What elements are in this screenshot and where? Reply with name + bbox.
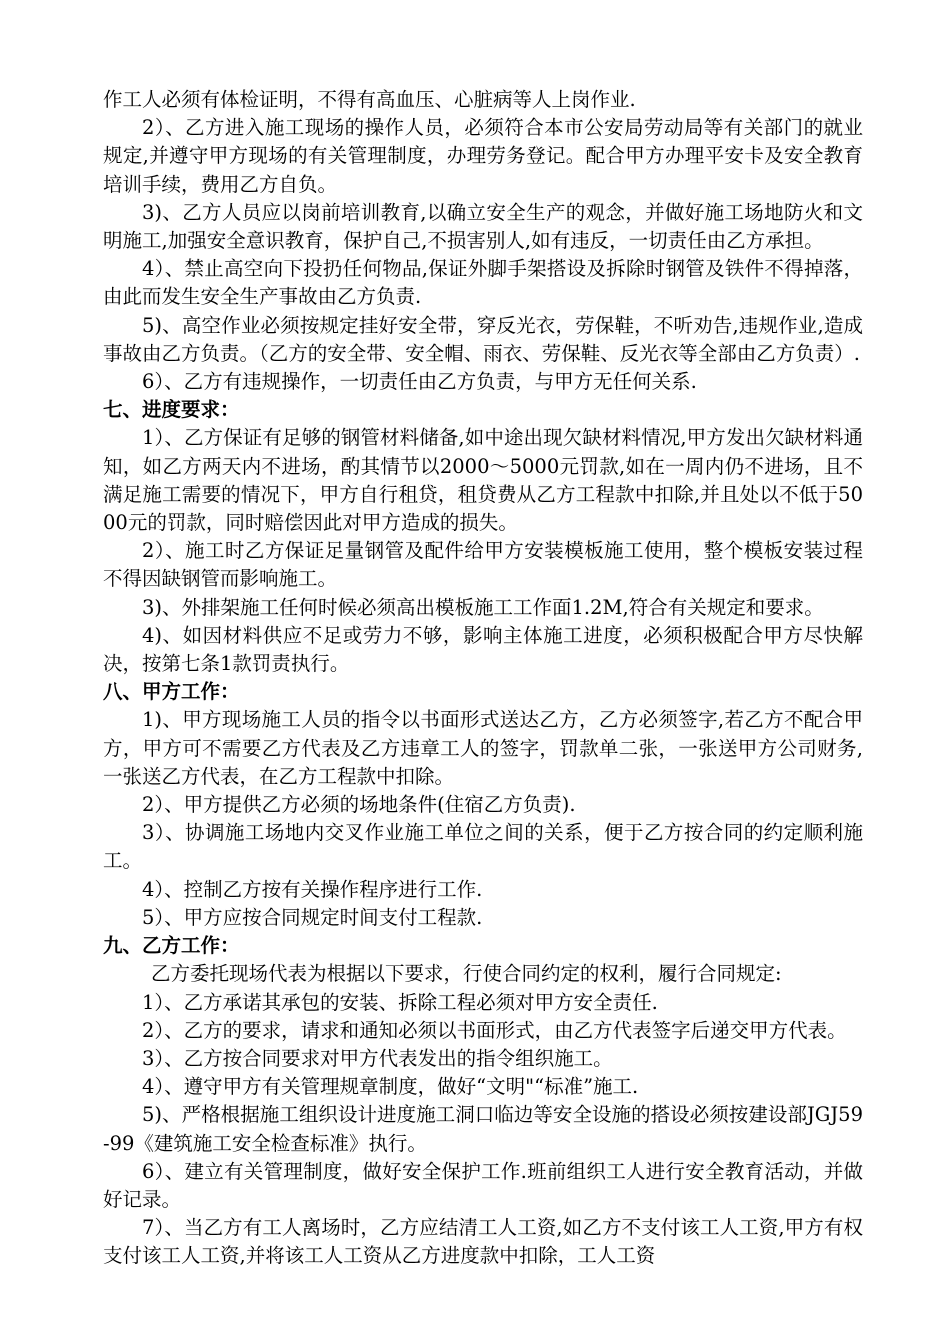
clause-7-2: 2）、施工时乙方保证足量钢管及配件给甲方安装模板施工使用，整个模板安装过程不得因缺钢管而影响施工。 [103, 539, 863, 591]
clause-6-3: 3)、乙方人员应以岗前培训教育,以确立安全生产的观念，并做好施工场地防火和文明施工,加强安全意识教育，保护自己,不损害别人,如有违反，一切责任由乙方承担。 [103, 200, 863, 253]
section-7-heading: 七、进度要求： [103, 398, 240, 422]
clause-8-2: 2）、甲方提供乙方必须的场地条件(住宿乙方负责). [142, 793, 576, 817]
section-9-intro: 乙方委托现场代表为根据以下要求，行使合同约定的权利，履行合同规定: [151, 962, 782, 986]
clause-9-7: 7）、当乙方有工人离场时，乙方应结清工人工资,如乙方不支付该工人工资,甲方有权支付该工人工资,并将该工人工资从乙方进度款中扣除，工人工资 [103, 1216, 863, 1268]
clause-8-1: 1)、甲方现场施工人员的指令以书面形式送达乙方，乙方必须签字,若乙方不配合甲方，甲方可不需要乙方代表及乙方违章工人的签字，罚款单二张，一张送甲方公司财务,一张送乙方代表，在乙方工程款中扣除。 [103, 708, 863, 788]
section-9-heading: 九、乙方工作： [103, 934, 240, 958]
clause-9-1: 1）、乙方承诺其承包的安装、拆除工程必须对甲方安全责任. [142, 990, 658, 1014]
clause-6-2: 2）、乙方进入施工现场的操作人员，必须符合本市公安局劳动局等有关部门的就业规定,并遵守甲方现场的有关管理制度，办理劳务登记。配合甲方办理平安卡及安全教育培训手续，费用乙方自负。 [103, 116, 863, 196]
clause-6-5: 5)、高空作业必须按规定挂好安全带，穿反光衣，劳保鞋，不听劝告,违规作业,造成事故由乙方负责。（乙方的安全带、安全帽、雨衣、劳保鞋、反光衣等全部由乙方负责）. [103, 313, 863, 365]
clause-8-5: 5）、甲方应按合同规定时间支付工程款. [142, 905, 483, 929]
clause-6-6: 6）、乙方有违规操作，一切责任由乙方负责，与甲方无任何关系. [142, 370, 697, 394]
clause-9-3: 3）、乙方按合同要求对甲方代表发出的指令组织施工。 [142, 1046, 613, 1070]
paragraph-continued: 作工人必须有体检证明，不得有高血压、心脏病等人上岗作业. [103, 88, 636, 111]
section-8-heading: 八、甲方工作： [103, 680, 240, 704]
clause-9-5: 5)、严格根据施工组织设计进度施工洞口临边等安全设施的搭设必须按建设部JGJ59-99《建筑施工安全检查标准》执行。 [103, 1103, 863, 1155]
clause-6-4: 4）、禁止高空向下投扔任何物品,保证外脚手架搭设及拆除时钢管及铁件不得掉落，由此而发生安全生产事故由乙方负责. [103, 257, 863, 309]
clause-9-2: 2）、乙方的要求，请求和通知必须以书面形式，由乙方代表签字后递交甲方代表。 [142, 1018, 847, 1042]
clause-8-3: 3）、协调施工场地内交叉作业施工单位之间的关系，便于乙方按合同的约定顺利施工。 [103, 821, 863, 873]
clause-9-6: 6）、建立有关管理制度，做好安全保护工作.班前组织工人进行安全教育活动，并做好记录。 [103, 1159, 863, 1211]
contract-page [103, 86, 863, 1271]
clause-7-3: 3)、外排架施工任何时候必须高出模板施工工作面1.2M,符合有关规定和要求。 [142, 595, 824, 619]
clause-7-1: 1）、乙方保证有足够的钢管材料储备,如中途出现欠缺材料情况,甲方发出欠缺材料通知，如乙方两天内不进场，酌其情节以2000～5000元罚款,如在一周内仍不进场，且不满足施工需要的情况下，甲方自行租贷，租贷费从乙方工程款中扣除,并且处以不低于5000元的罚款，同时赔偿因此对甲方造成的损失。 [103, 426, 863, 535]
clause-7-4: 4)、如因材料供应不足或劳力不够，影响主体施工进度，必须积极配合甲方尽快解决，按第七条1款罚责执行。 [103, 623, 863, 676]
clause-9-4: 4）、遵守甲方有关管理规章制度，做好“文明"“标准”施工. [142, 1075, 639, 1099]
clause-8-4: 4）、控制乙方按有关操作程序进行工作. [142, 877, 483, 901]
